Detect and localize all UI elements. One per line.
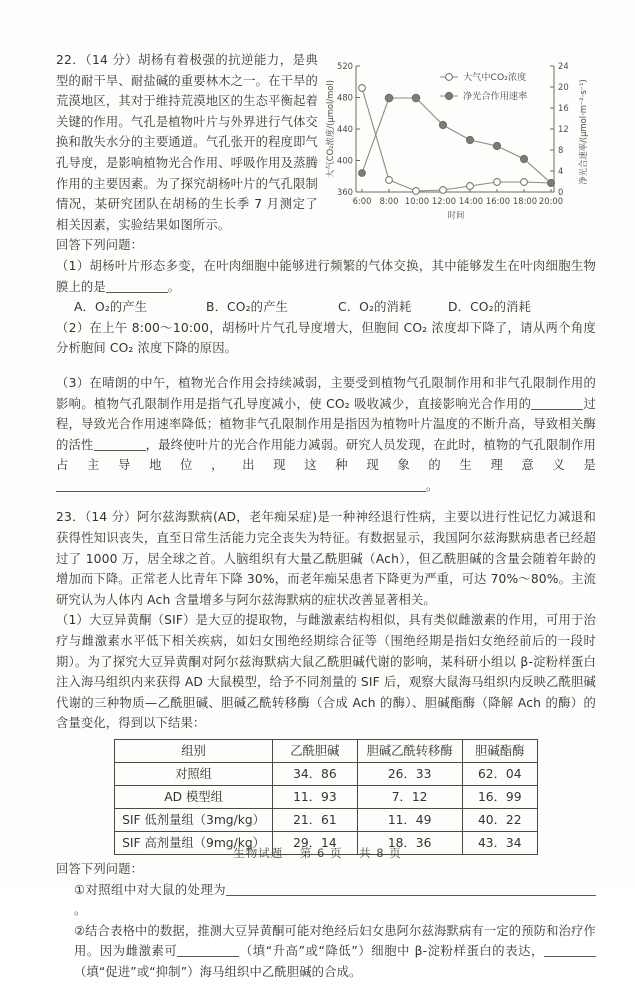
q22-sub3-p1: （3）在晴朗的中午，植物光合作用会持续减弱，主要受到植物气孔限制作用和非气孔限制作用的影响。植物气孔限制作用是指气孔导度减小，使 CO₂ 吸收减少，直接影响光合作用的	[56, 375, 596, 411]
q22-sub3-p2: 过程，导致光合作用速率降低；植物非气孔限制作用是指因为植物叶片温度的不断升高，导致相关酶的活性	[56, 396, 597, 452]
q22-sub3	[56, 373, 596, 497]
q23-sub1: （1）大豆异黄酮（SIF）是大豆的提取物，与雌激素结构相似，具有类似雌激素的作用，可用于治疗与雌激素水平低下相关疾病，如妇女围绝经期综合征等（围绝经期是指妇女绝经前后的一段时期）。为了探究大豆异黄酮对阿尔兹海默病大鼠乙酰胆碱代谢的影响，某科研小组以 β-淀粉样蛋白注入海马组织内来获得 AD 大鼠模型，给予不同剂量的 SIF 后，观察大鼠海马组织内反映乙酰胆碱代谢的三种物质—乙酰胆碱、胆碱乙酰转移酶（合成 Ach 的酶）、胆碱酯酶（降解 Ach 的酶）的含量变化，得到以下结果：	[56, 613, 596, 731]
chart-legend	[440, 71, 527, 102]
legend-label-photosynthesis: 净光合作用速率	[463, 91, 528, 102]
svg-text:480: 480	[337, 92, 353, 103]
q22-sub3-p3: ，最终使叶片的光合作用能力减弱。研究人员发现，在此时，植物的气孔限制作用占主导地位，出现这种现象的生理意义是	[56, 437, 597, 473]
svg-text:16:00: 16:00	[485, 196, 511, 206]
q23-item2-p3: （填“促进”或“抑制”）海马组织中乙酰胆碱的合成。	[74, 964, 362, 979]
footer-subject: 生物试题	[233, 846, 284, 860]
cell-ach: 29．14	[273, 832, 358, 855]
q23-stem: 23．（14 分）阿尔兹海默病(AD，老年痴呆症)是一种神经退行性病，主要以进行性记忆力减退和获得性知识丧失，直至日常生活能力完全丧失为特征。有数据显示，我国阿尔兹海默病患者已经超过了 1000 万，居全球之首。人脑组织有大量乙酰胆碱（Ach），但乙酰胆碱的含量会随着年龄的增加而下降。正常老人比青年下降 30%，而老年痴呆患者下降更为严重，可达 70%～80%。主流研究认为人体内 Ach 含量增多与阿尔兹海默病的症状改善显著相关。	[56, 510, 596, 607]
results-table	[114, 739, 538, 855]
option-c[interactable]: C．O₂的消耗	[338, 300, 412, 315]
cell-group: SIF 低剂量组（3mg/kg）	[115, 809, 273, 832]
svg-text:14:00: 14:00	[458, 196, 484, 206]
q22-sub1	[56, 256, 596, 297]
legend-label-co2: 大气中CO₂浓度	[463, 72, 527, 83]
q22-answer-prompt: 回答下列问题：	[56, 238, 144, 253]
svg-text:18:00: 18:00	[512, 196, 538, 206]
q22-sub3-p4: 。	[426, 478, 439, 493]
q23-item2-p1: ②结合表格中的数据，推测大豆异黄酮可能对绝经后妇女患阿尔兹海默病有一定的预防和治疗作用。因为雌激素可	[74, 923, 596, 959]
legend-marker-filled-circle	[445, 92, 452, 99]
table-row	[115, 763, 538, 786]
legend-marker-open-circle	[446, 74, 453, 81]
q23-item2-blank-1[interactable]	[177, 943, 239, 957]
col-header-ach: 乙酰胆碱	[273, 740, 358, 763]
q22-options	[56, 297, 596, 318]
svg-text:12: 12	[558, 124, 569, 134]
cell-che: 40．22	[462, 809, 537, 832]
q23-item-1	[56, 880, 596, 921]
svg-text:4: 4	[558, 166, 564, 176]
svg-text:10:00: 10:00	[404, 196, 430, 206]
svg-text:6:00: 6:00	[352, 196, 372, 206]
cell-ach: 34．86	[273, 763, 358, 786]
cell-ach: 11．93	[273, 786, 358, 809]
q23-item-2	[56, 921, 596, 983]
q22-sub1-text: （1）胡杨叶片形态多变，在叶肉细胞中能够进行频繁的气体交换，其中能够发生在叶肉细胞生物膜上的是	[56, 258, 596, 294]
question-22-stem: 22．（14 分）胡杨有着极强的抗逆能力，是典型的耐干旱、耐盐碱的重要林木之一。在干旱的荒漠地区，其对于维持荒漠地区的生态平衡起着关键的作用。气孔是植物叶片与外界进行气体交换和散失水分的主要通道。气孔张开的程度即气孔导度，是影响植物光合作用、呼吸作用及蒸腾作用的主要因素。为了探究胡杨叶片的气孔限制情况，某研究团队在胡杨的生长季 7 月测定了相关因素，实验结果如图所示。	[56, 53, 318, 232]
q22-sub3-blank-3[interactable]	[56, 478, 426, 492]
option-a[interactable]: A．O₂的产生	[74, 300, 148, 315]
table-row	[115, 786, 538, 809]
svg-text:520: 520	[337, 61, 353, 71]
svg-text:400: 400	[337, 155, 353, 166]
question-22-header	[56, 50, 596, 235]
q22-sub3-blank-1[interactable]	[531, 396, 583, 410]
q22-sub2: （2）在上午 8:00～10:00，胡杨叶片气孔导度增大，但胞间 CO₂ 浓度却下降了，请从两个角度分析胞间 CO₂ 浓度下降的原因。	[56, 320, 596, 356]
series-net-photosynthesis	[359, 94, 555, 186]
photosynthesis-chart	[322, 52, 600, 232]
svg-text:12:00: 12:00	[431, 196, 457, 206]
cell-group: 对照组	[115, 763, 273, 786]
svg-text:20: 20	[558, 82, 569, 92]
cell-che: 43．34	[462, 832, 537, 855]
cell-group: AD 模型组	[115, 786, 273, 809]
cell-chat: 26．33	[357, 763, 462, 786]
q23-item2-p2: （填“升高”或“降低”）细胞中 β-淀粉样蛋白的表达，	[239, 944, 544, 959]
table-header-row	[115, 740, 538, 763]
svg-text:24: 24	[558, 61, 569, 71]
footer-total: 共 8 页	[359, 846, 402, 860]
results-table-wrapper	[56, 739, 596, 855]
q22-sub3-blank-2[interactable]	[94, 437, 146, 451]
q23-item2-blank-2[interactable]	[544, 943, 596, 957]
cell-che: 16．99	[462, 786, 537, 809]
left-axis-ticks	[337, 61, 360, 197]
question-23	[56, 507, 596, 982]
option-b[interactable]: B．CO₂的产生	[206, 300, 289, 315]
q23-answer-prompt: 回答下列问题：	[56, 862, 144, 876]
chart-svg	[322, 52, 600, 232]
question-22	[56, 50, 596, 496]
svg-text:360: 360	[337, 187, 353, 197]
q23-item1-text: ①对照组中对大鼠的处理为	[74, 882, 226, 897]
right-axis-ticks	[550, 61, 569, 197]
q23-item1-end: 。	[74, 903, 87, 918]
svg-text:16: 16	[558, 103, 569, 113]
cell-ach: 21．61	[273, 809, 358, 832]
col-header-group: 组别	[115, 740, 273, 763]
svg-text:0: 0	[558, 187, 564, 197]
q22-sub1-end: 。	[167, 279, 181, 294]
cell-group: SIF 高剂量组（9mg/kg）	[115, 832, 273, 855]
svg-text:20:00: 20:00	[538, 196, 564, 206]
y-axis-label: 大气CO₂浓度/(μmol/mol)	[325, 79, 335, 179]
option-d[interactable]: D．CO₂的消耗	[448, 300, 532, 315]
cell-che: 62．04	[462, 763, 537, 786]
svg-text:8: 8	[558, 145, 564, 155]
col-header-chat: 胆碱乙酰转移酶	[357, 740, 462, 763]
table-row	[115, 809, 538, 832]
cell-chat: 18．36	[357, 832, 462, 855]
col-header-che: 胆碱酯酶	[462, 740, 537, 763]
q22-sub1-blank[interactable]	[106, 279, 168, 293]
cell-chat: 11．49	[357, 809, 462, 832]
chart-axes	[356, 66, 554, 192]
svg-text:440: 440	[337, 124, 353, 134]
svg-text:8:00: 8:00	[379, 196, 399, 206]
x-axis-label: 时间	[447, 210, 465, 220]
footer-page: 第 6 页	[299, 846, 343, 860]
cell-chat: 7．12	[357, 786, 462, 809]
page-footer	[0, 845, 635, 861]
y2-axis-label: 净光合速率/(μmol·m⁻²·s⁻¹)	[578, 79, 588, 185]
